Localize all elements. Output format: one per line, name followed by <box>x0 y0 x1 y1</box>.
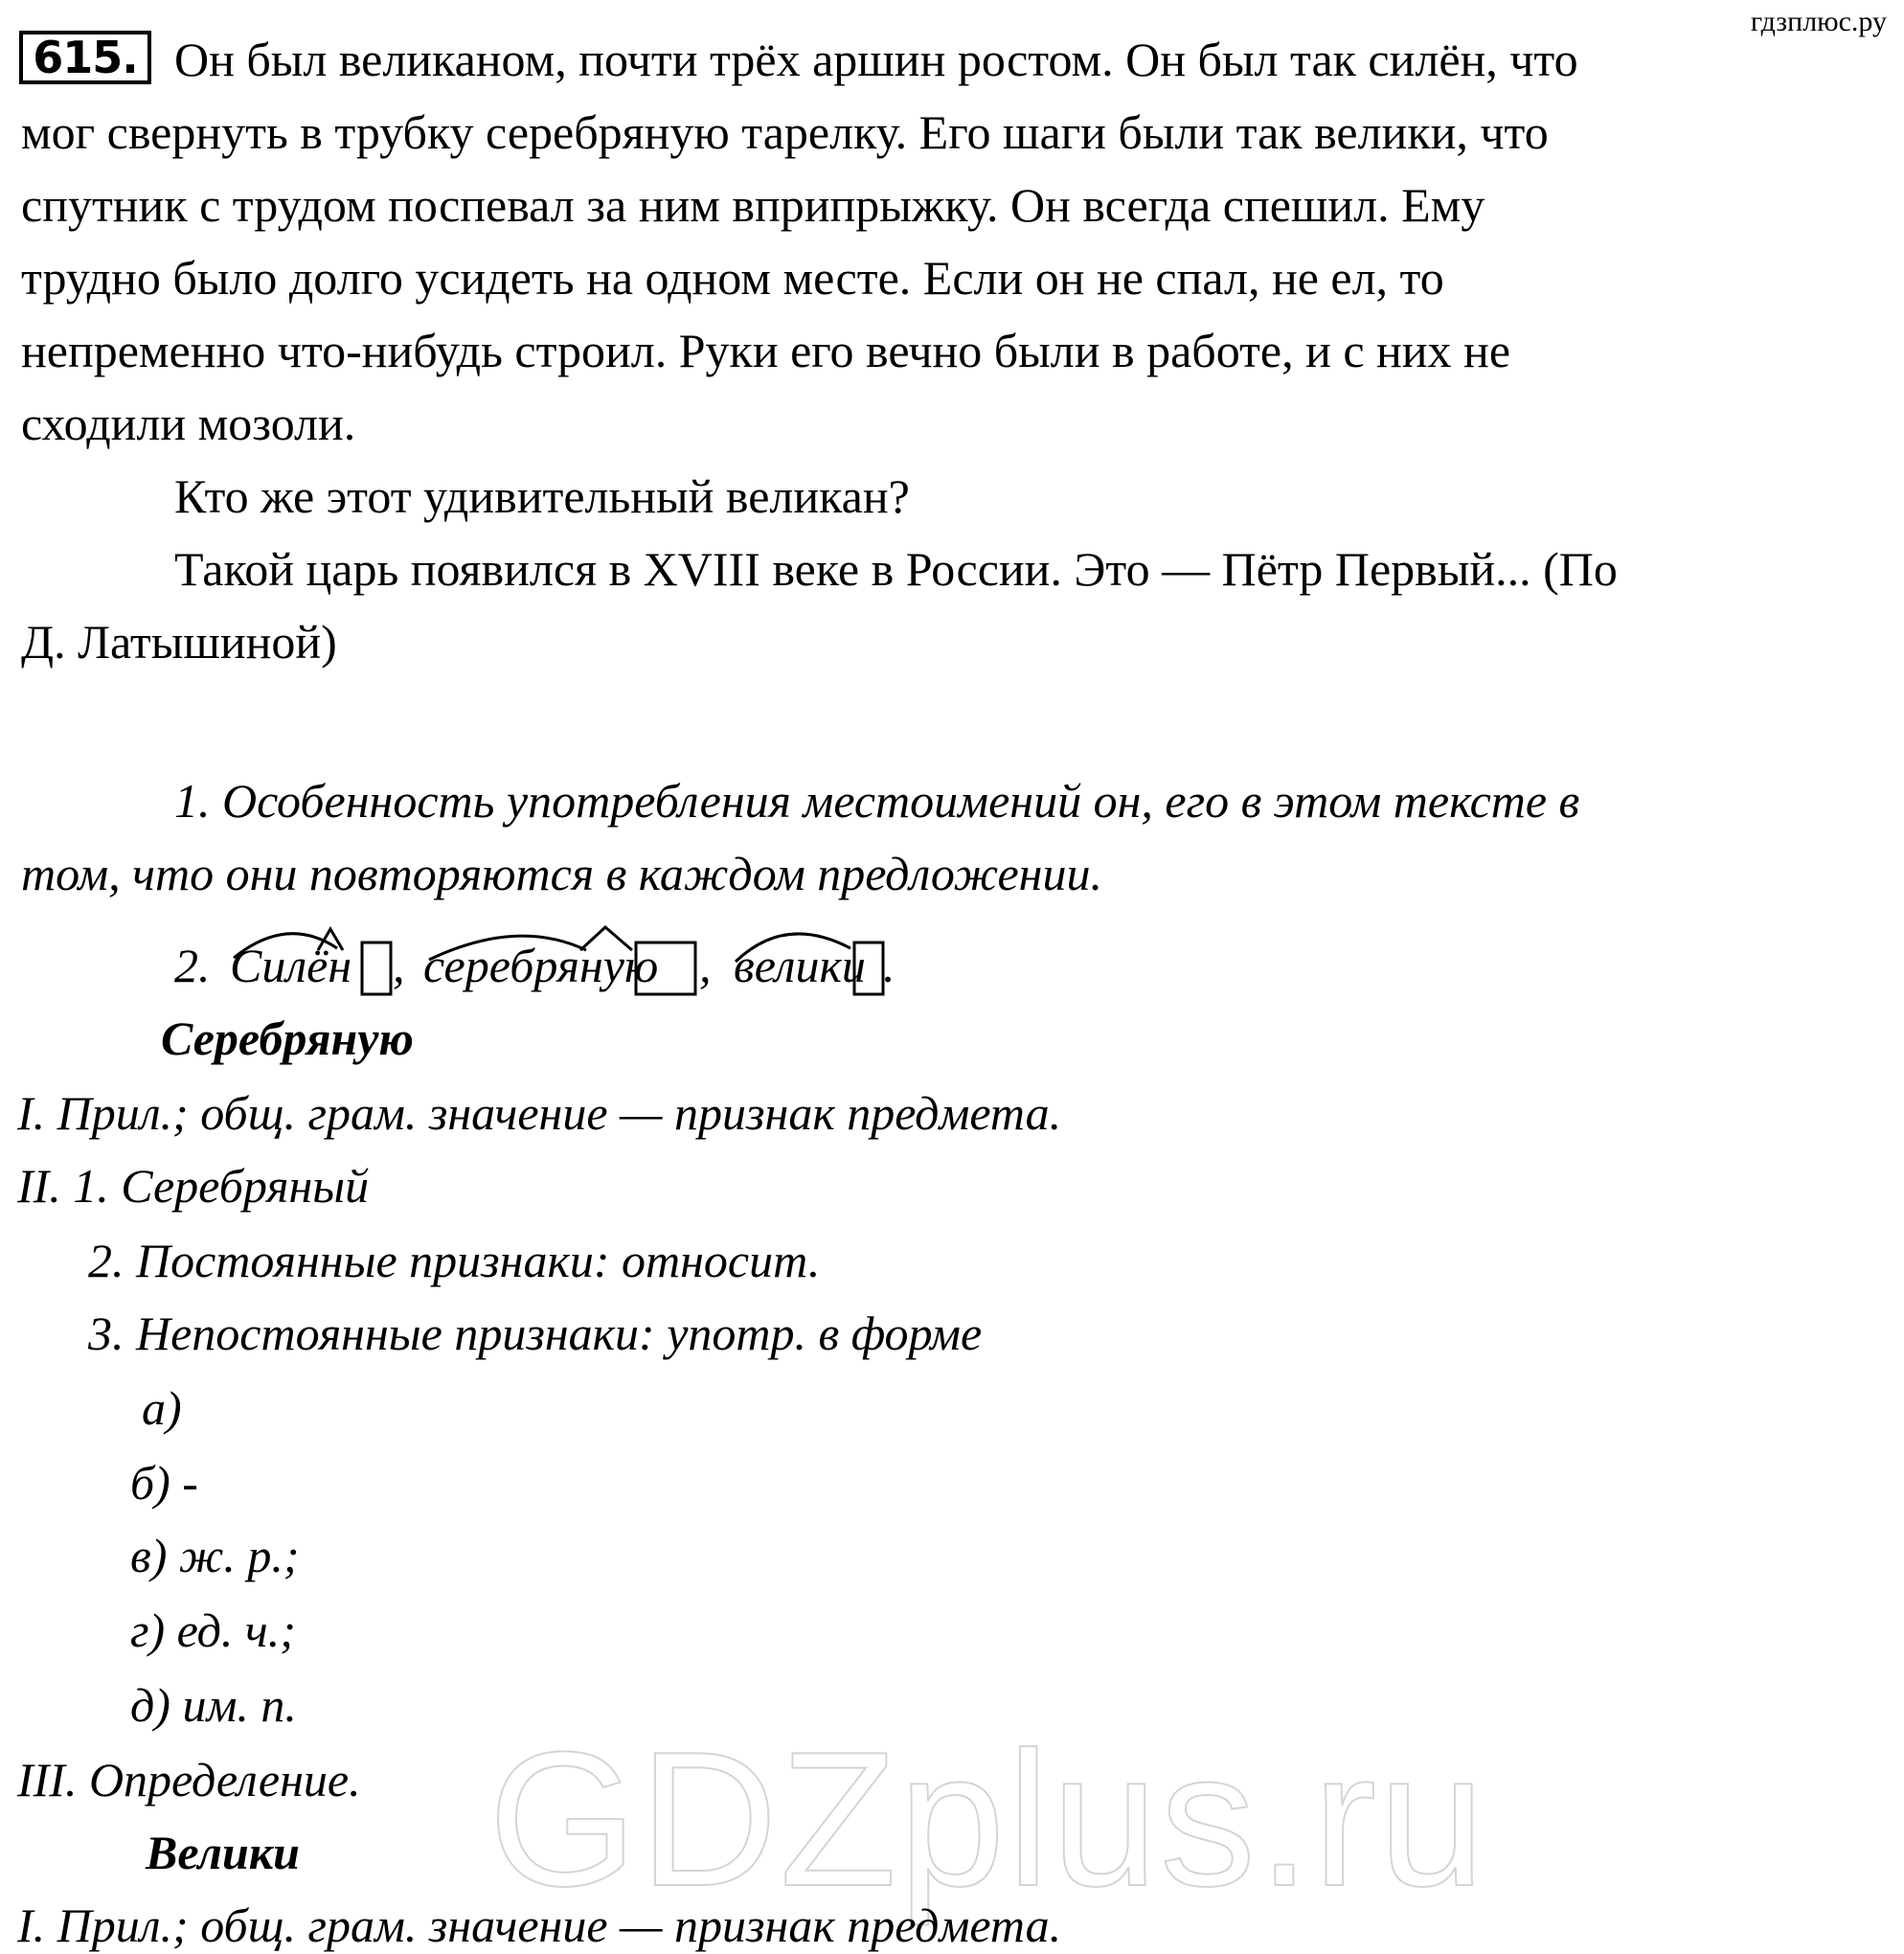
answer-1-line: 1. Особенность употребления местоимений он, его в этом тексте в <box>174 774 1580 828</box>
text-line: сходили мозоли. <box>21 397 356 450</box>
ending-box <box>362 943 391 994</box>
parse-line: в) ж. р.; <box>130 1529 300 1582</box>
text-line: Д. Латышиной) <box>21 615 337 669</box>
watermark: GDZplus.ru <box>488 1713 1487 1926</box>
task-number: 615. <box>19 31 151 84</box>
morpheme-word-silen: Силён <box>230 939 352 992</box>
text-line: трудно было долго усидеть на одном месте. Если он не спал, не ел, то <box>21 251 1444 305</box>
site-label: гдзплюс.ру <box>1750 6 1887 37</box>
parse-line: 2. Постоянные признаки: относит. <box>88 1234 821 1287</box>
ending-box <box>854 943 883 994</box>
parse-line: а) <box>142 1381 182 1435</box>
text-line: мог свернуть в трубку серебряную тарелку. Его шаги были так велики, что <box>21 105 1549 159</box>
suffix-caret <box>580 927 632 950</box>
word-separator: , <box>699 939 712 992</box>
text-line: Кто же этот удивительный великан? <box>174 469 910 523</box>
text-line: Такой царь появился в XVIII веке в России. Это — Пётр Первый... (По <box>174 542 1618 596</box>
word-separator: , <box>393 939 405 992</box>
answer-2-end: . <box>883 939 895 992</box>
text-line: непременно что-нибудь строил. Руки его вечно были в работе, и с них не <box>21 324 1511 377</box>
parse-line: д) им. п. <box>130 1678 297 1732</box>
parse-line: 3. Непостоянные признаки: употр. в форме <box>88 1306 983 1360</box>
parse-line: б) - <box>130 1456 198 1510</box>
ending-box <box>636 943 695 994</box>
parse-line: II. 1. Серебряный <box>17 1159 370 1213</box>
parse-line: г) ед. ч.; <box>130 1603 296 1657</box>
parse-line: I. Прил.; общ. грам. значение — признак предмета. <box>17 1086 1062 1140</box>
text-line: спутник с трудом поспевал за ним вприпрыжку. Он всегда спешил. Ему <box>21 178 1485 232</box>
morpheme-word-serebryanuyu: серебряную <box>423 939 659 992</box>
root-arc <box>429 936 586 960</box>
parse-title: Велики <box>146 1826 300 1879</box>
answer-2-prefix: 2. <box>174 939 211 992</box>
text-line: Он был великаном, почти трёх аршин ростом. Он был так силён, что <box>174 33 1578 86</box>
root-arc <box>736 934 850 962</box>
morpheme-word-veliki: велики <box>734 939 866 992</box>
parse-line: III. Определение. <box>17 1753 361 1806</box>
parse-line: I. Прил.; общ. грам. значение — признак предмета. <box>17 1898 1062 1952</box>
parse-title: Серебряную <box>161 1011 414 1065</box>
answer-1-line: том, что они повторяются в каждом предложении. <box>21 847 1102 900</box>
